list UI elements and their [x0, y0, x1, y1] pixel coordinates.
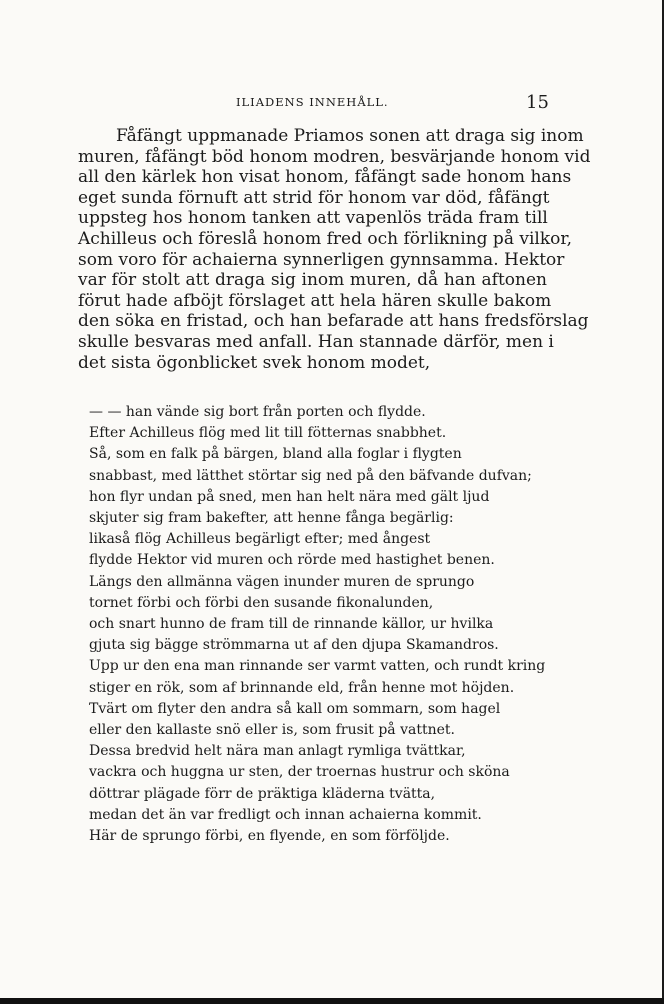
verse-line: — — han vände sig bort från porten och flydde. [89, 404, 426, 420]
verse-line: gjuta sig bägge strömmarna ut af den djupa Skamandros. [89, 637, 499, 654]
prose-line: Achilleus och föreslå honom fred och förlikning på vilkor, [78, 228, 573, 249]
prose-paragraph [78, 126, 591, 373]
verse-line: eller den kallaste snö eller is, som frusit på vattnet. [89, 722, 455, 739]
prose-line: Fåfängt uppmanade Priamos sonen att draga sig inom [116, 126, 584, 146]
prose-line: skulle besvaras med anfall. Han stannade därför, men i [78, 331, 554, 352]
verse-line: skjuter sig fram bakefter, att henne fånga begärlig: [89, 510, 454, 527]
verse-line: Upp ur den ena man rinnande ser varmt vatten, och rundt kring [89, 658, 546, 675]
prose-line: var för stolt att draga sig inom muren, då han aftonen [78, 270, 547, 291]
prose-line: den söka en fristad, och han befarade att hans fredsförslag [78, 311, 589, 332]
page-edge-bottom [0, 998, 664, 1004]
verse-line: likaså flög Achilleus begärligt efter; med ångest [89, 531, 431, 548]
verse-line: flydde Hektor vid muren och rörde med hastighet benen. [89, 552, 495, 569]
verse-line: Efter Achilleus flög med lit till fötternas snabbhet. [89, 425, 447, 442]
verse-line: Så, som en falk på bärgen, bland alla foglar i flygten [89, 446, 462, 463]
verse-line: och snart hunno de fram till de rinnande källor, ur hvilka [89, 616, 494, 633]
prose-line: det sista ögonblicket svek honom modet, [78, 352, 431, 373]
prose-line: all den kärlek hon visat honom, fåfängt sade honom hans [78, 167, 572, 188]
verse-line: stiger en rök, som af brinnande eld, från henne mot höjden. [89, 679, 515, 696]
verse-line: snabbast, med lätthet störtar sig ned på den bäfvande dufvan; [89, 467, 532, 484]
verse-quotation [89, 402, 549, 847]
verse-line: Längs den allmänna vägen inunder muren de sprungo [89, 573, 475, 590]
verse-line: Tvärt om flyter den andra så kall om sommarn, som hagel [89, 700, 501, 717]
verse-line: vackra och huggna ur sten, der troernas hustrur och sköna [89, 764, 510, 781]
verse-line: tornet förbi och förbi den susande fikonalunden, [89, 594, 434, 611]
verse-line: Dessa bredvid helt nära man anlagt rymliga tvättkar, [89, 743, 466, 760]
prose-line: som voro för achaierna synnerligen gynnsamma. Hektor [78, 249, 565, 270]
verse-line: Här de sprungo förbi, en flyende, en som förföljde. [89, 828, 450, 845]
page-number: 15 [526, 92, 549, 113]
verse-line: hon flyr undan på sned, men han helt nära med gält ljud [89, 488, 490, 505]
prose-line: muren, fåfängt böd honom modren, besvärjande honom vid [78, 146, 591, 167]
running-head: ILIADENS INNEHÅLL. [236, 95, 389, 109]
verse-line: döttrar plägade förr de präktiga kläderna tvätta, [89, 785, 436, 802]
prose-line: eget sunda förnuft att strid för honom var död, fåfängt [78, 187, 550, 208]
prose-line: uppsteg hos honom tanken att vapenlös träda fram till [78, 208, 548, 229]
prose-line: förut hade afböjt förslaget att hela hären skulle bakom [78, 290, 552, 311]
verse-line: medan det än var fredligt och innan achaierna kommit. [89, 806, 482, 823]
